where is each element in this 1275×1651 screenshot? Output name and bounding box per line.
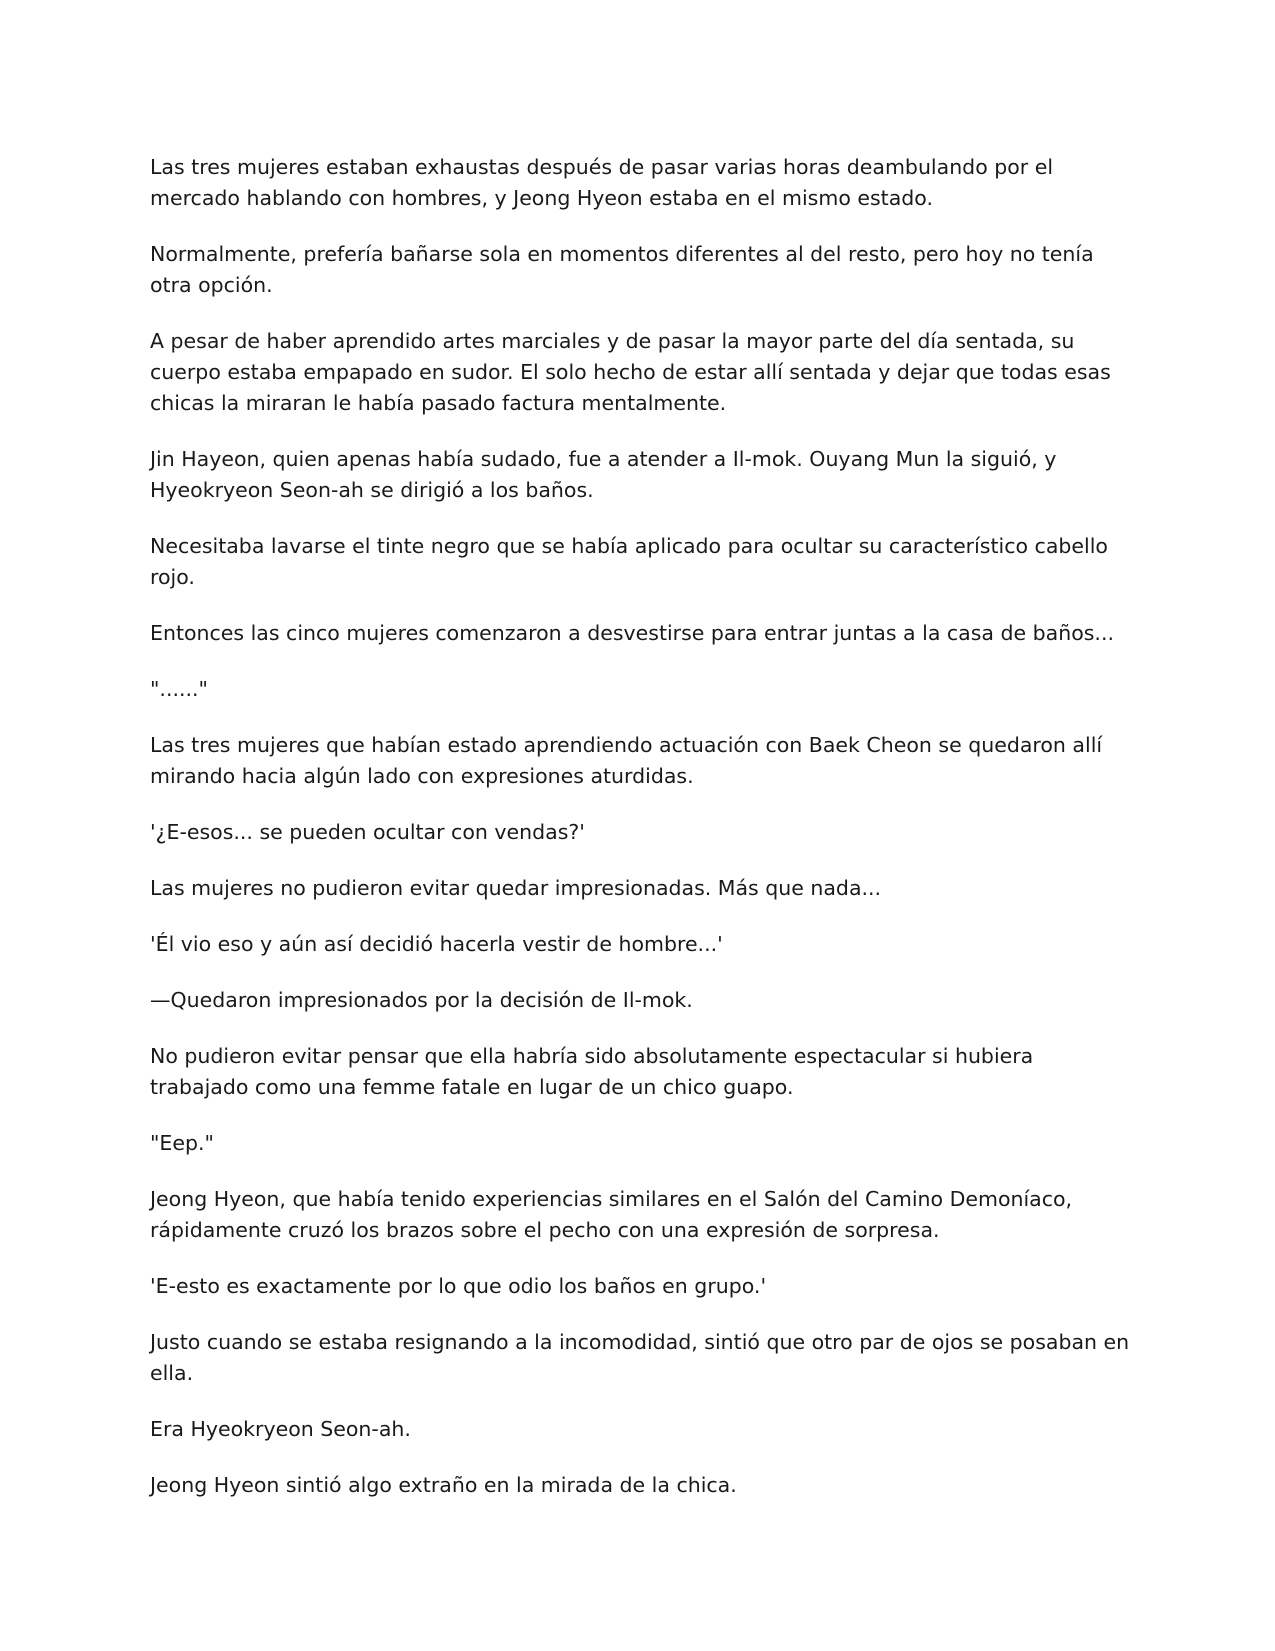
paragraph: Normalmente, prefería bañarse sola en momentos diferentes al del resto, pero hoy no tenía otra opción. [150,242,1094,297]
paragraph: Las tres mujeres estaban exhaustas después de pasar varias horas deambulando por el mercado hablando con hombres, y Jeong Hyeon estaba en el mismo estado. [150,155,1054,210]
paragraph: Justo cuando se estaba resignando a la incomodidad, sintió que otro par de ojos se posaban en ella. [150,1330,1130,1385]
paragraph: Jeong Hyeon sintió algo extraño en la mirada de la chica. [150,1473,737,1497]
paragraph: Necesitaba lavarse el tinte negro que se había aplicado para ocultar su característico cabello rojo. [150,534,1108,589]
paragraph: Jeong Hyeon, que había tenido experiencias similares en el Salón del Camino Demoníaco, rápidamente cruzó los brazos sobre el pecho con una expresión de sorpresa. [150,1187,1073,1242]
paragraph: No pudieron evitar pensar que ella habría sido absolutamente espectacular si hubiera trabajado como una femme fatale en lugar de un chico guapo. [150,1044,1034,1099]
paragraph: Las mujeres no pudieron evitar quedar impresionadas. Más que nada... [150,876,882,900]
paragraph: Era Hyeokryeon Seon-ah. [150,1417,411,1441]
paragraph: Entonces las cinco mujeres comenzaron a desvestirse para entrar juntas a la casa de baños... [150,621,1114,645]
paragraph: A pesar de haber aprendido artes marciales y de pasar la mayor parte del día sentada, su cuerpo estaba empapado en sudor. El solo hecho de estar allí sentada y dejar que todas esas chicas la miraran le había pasado factura mentalmente. [150,329,1111,415]
document-body [150,152,1130,1526]
paragraph: Las tres mujeres que habían estado aprendiendo actuación con Baek Cheon se quedaron allí mirando hacia algún lado con expresiones aturdidas. [150,733,1103,788]
paragraph: 'Él vio eso y aún así decidió hacerla vestir de hombre...' [150,932,723,956]
paragraph: '¿E-esos... se pueden ocultar con vendas?' [150,820,585,844]
paragraph: 'E-esto es exactamente por lo que odio los baños en grupo.' [150,1274,767,1298]
paragraph: "......" [150,677,208,701]
paragraph: —Quedaron impresionados por la decisión de Il-mok. [150,988,693,1012]
paragraph: "Eep." [150,1131,214,1155]
paragraph: Jin Hayeon, quien apenas había sudado, fue a atender a Il-mok. Ouyang Mun la siguió, y Hyeokryeon Seon-ah se dirigió a los baños. [150,447,1057,502]
